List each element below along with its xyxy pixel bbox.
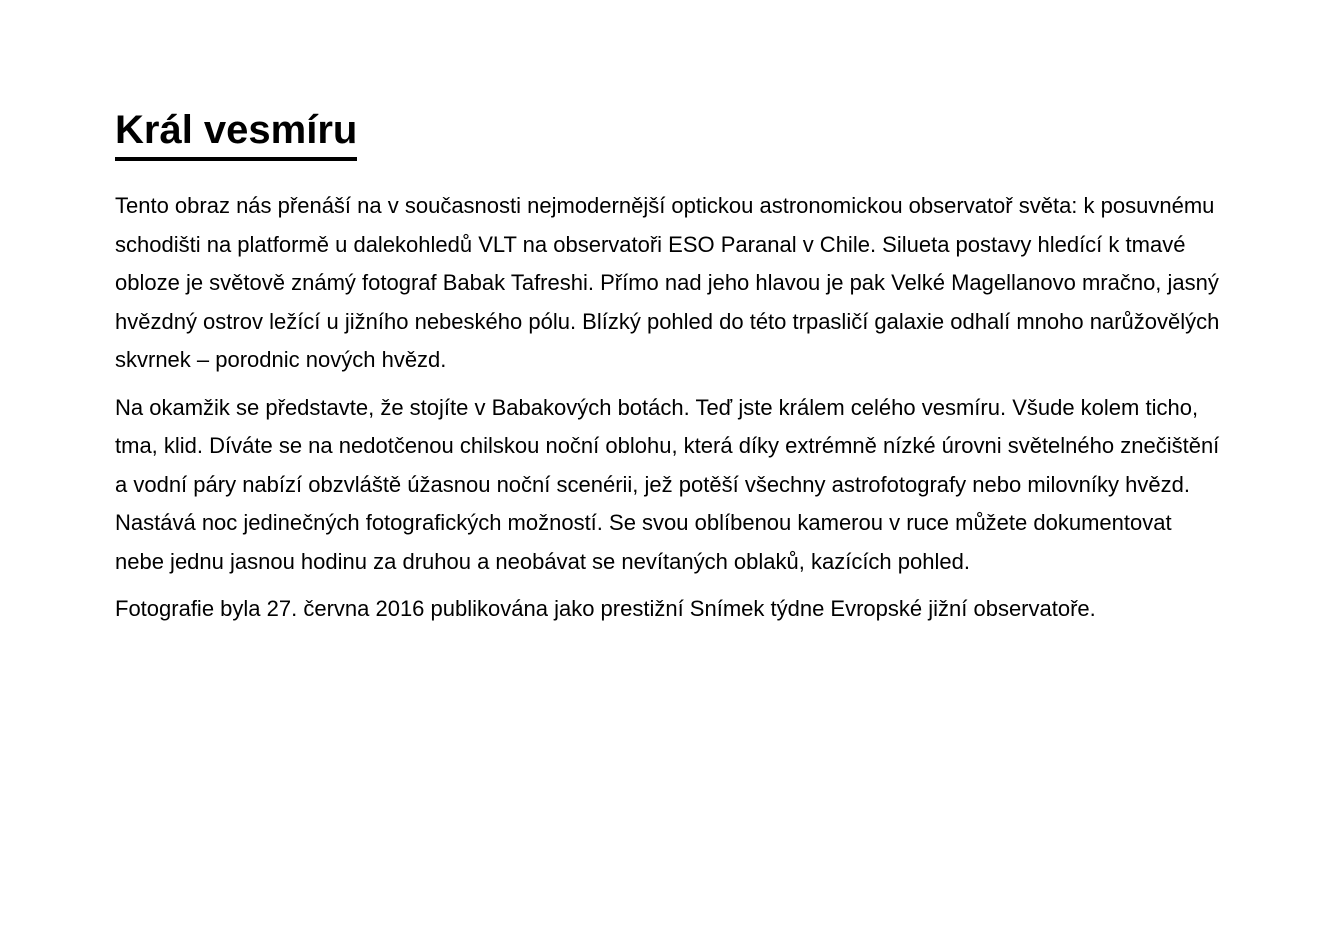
- document-title: Král vesmíru: [115, 108, 357, 161]
- paragraph-body: Na okamžik se představte, že stojíte v Babakových botách. Teď jste králem celého vesmíru. Všude kolem ticho, tma, klid. Díváte se na nedotčenou chilskou noční oblohu, která díky extrémně nízké úrovni světelného znečištění a vodní páry nabízí obzvláště úžasnou noční scenérii, jež potěší všechny astrofotografy nebo milovníky hvězd. Nastává noc jedinečných fotografických možností. Se svou oblíbenou kamerou v ruce můžete dokumentovat nebe jednu jasnou hodinu za druhou a neobávat se nevítaných oblaků, kazících pohled.: [115, 394, 1220, 574]
- paragraph-footer: Fotografie byla 27. června 2016 publikována jako prestižní Snímek týdne Evropské jižní observatoře.: [115, 596, 1096, 621]
- document-page: [115, 108, 1225, 638]
- paragraph-intro: Tento obraz nás přenáší na v současnosti nejmodernější optickou astronomickou observatoř světa: k posuvnému schodišti na platformě u dalekohledů VLT na observatoři ESO Paranal v Chile. Silueta postavy hledící k tmavé obloze je světově známý fotograf Babak Tafreshi. Přímo nad jeho hlavou je pak Velké Magellanovo mračno, jasný hvězdný ostrov ležící u jižního nebeského pólu. Blízký pohled do této trpasličí galaxie odhalí mnoho narůžovělých skvrnek – porodnic nových hvězd.: [115, 193, 1220, 372]
